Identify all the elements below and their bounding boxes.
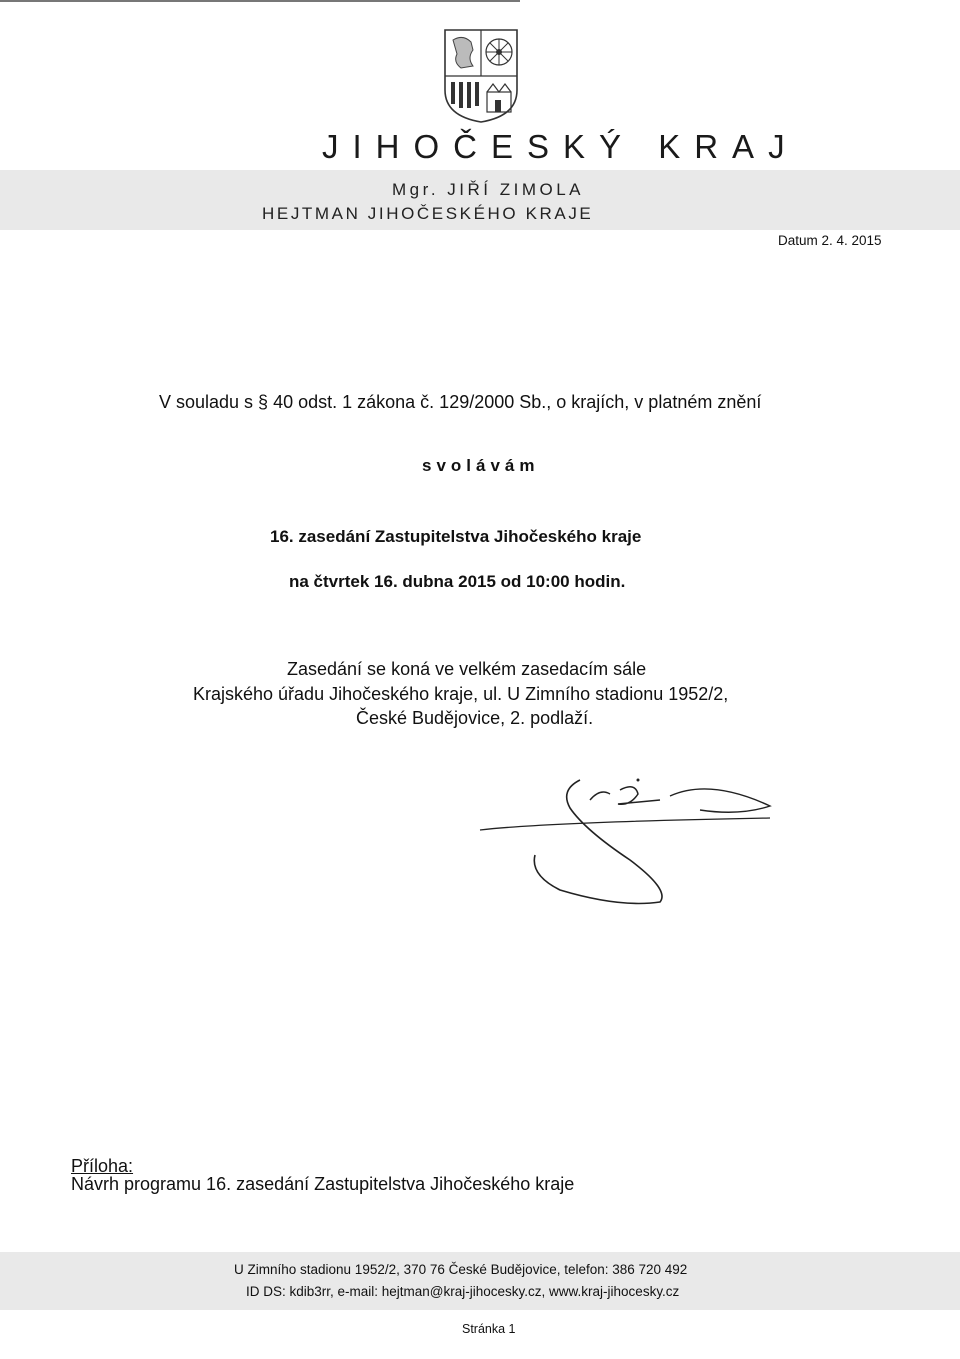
footer-band bbox=[0, 1252, 960, 1310]
location-line: Krajského úřadu Jihočeského kraje, ul. U Zimního stadionu 1952/2, bbox=[193, 684, 729, 704]
footer-contact: ID DS: kdib3rr, e-mail: hejtman@kraj-jihocesky.cz, www.kraj-jihocesky.cz bbox=[246, 1284, 680, 1299]
top-rule bbox=[0, 0, 520, 2]
location-line: Zasedání se koná ve velkém zasedacím sále bbox=[287, 659, 647, 679]
attachment-label: Příloha: bbox=[71, 1156, 134, 1176]
signature bbox=[470, 760, 780, 910]
legal-basis: V souladu s § 40 odst. 1 zákona č. 129/2000 Sb., o krajích, v platném znění bbox=[159, 392, 762, 412]
official-title: HEJTMAN JIHOČESKÉHO KRAJE bbox=[262, 204, 594, 223]
location-line: České Budějovice, 2. podlaží. bbox=[356, 708, 594, 728]
page-number: Stránka 1 bbox=[462, 1322, 516, 1336]
convene-statement: svolávám bbox=[422, 456, 540, 475]
meeting-title: 16. zasedání Zastupitelstva Jihočeského kraje bbox=[270, 527, 642, 546]
footer-address: U Zimního stadionu 1952/2, 370 76 České Budějovice, telefon: 386 720 492 bbox=[234, 1262, 688, 1277]
org-name: JIHOČESKÝ KRAJ bbox=[322, 128, 799, 165]
official-name: Mgr. JIŘÍ ZIMOLA bbox=[392, 180, 585, 199]
document-date: Datum 2. 4. 2015 bbox=[778, 233, 882, 248]
attachment-text: Návrh programu 16. zasedání Zastupitelstva Jihočeského kraje bbox=[71, 1174, 575, 1194]
meeting-date: na čtvrtek 16. dubna 2015 od 10:00 hodin. bbox=[289, 572, 626, 591]
coat-of-arms-icon bbox=[443, 28, 519, 124]
